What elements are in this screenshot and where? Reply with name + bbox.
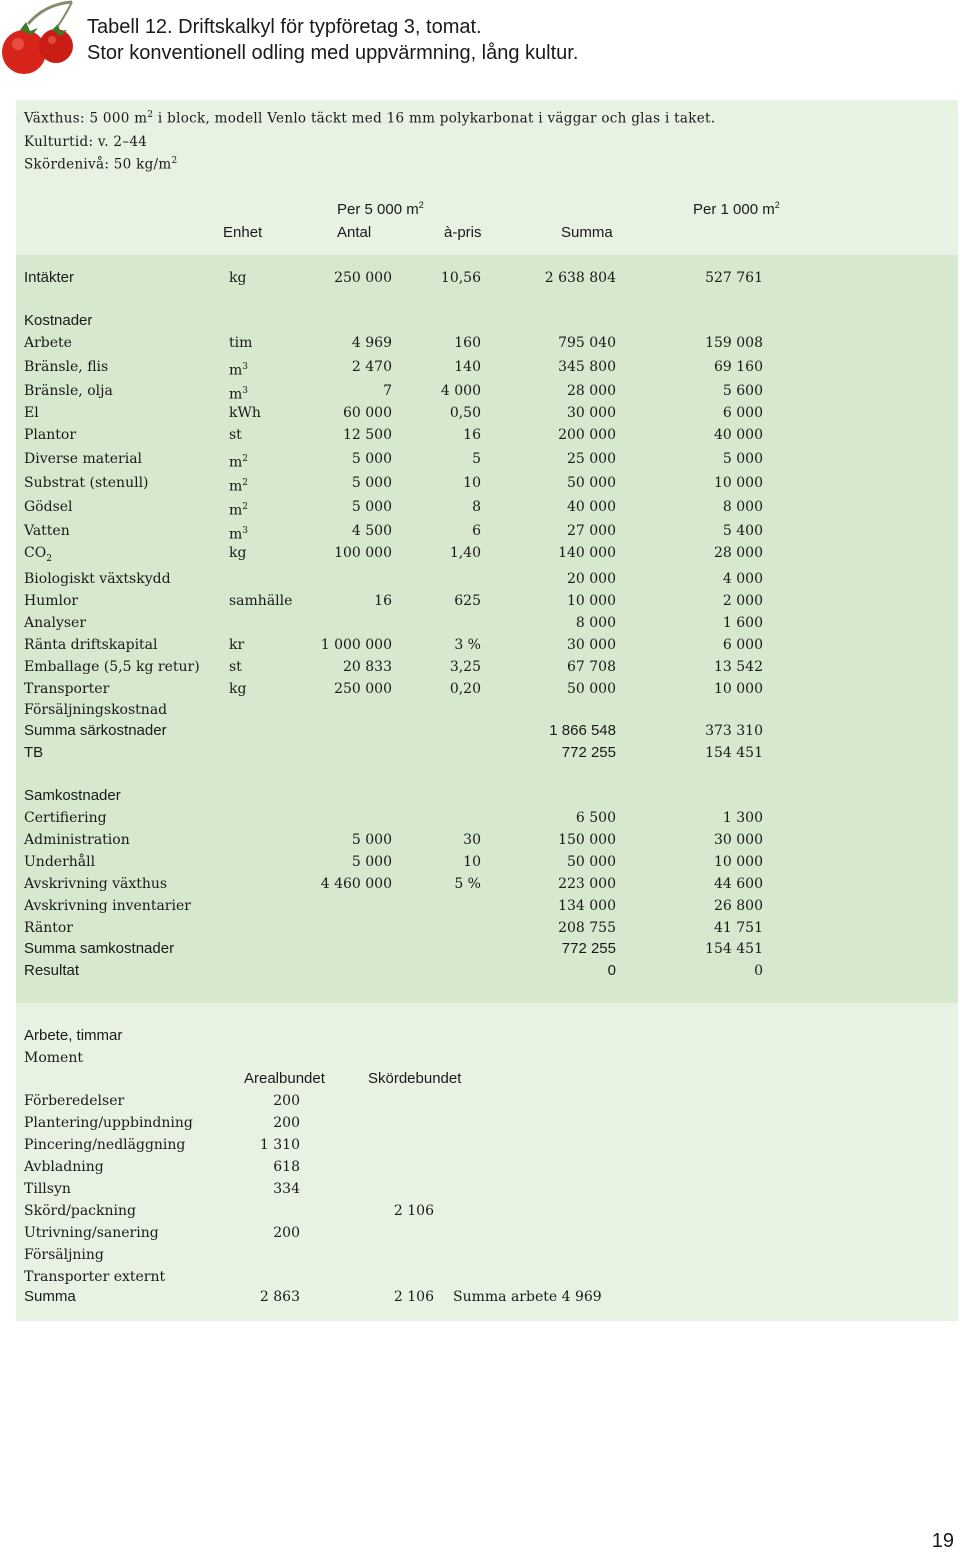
- row-unit: [229, 356, 248, 382]
- row-unit-text: m: [229, 386, 243, 403]
- row-per-1000: 10 000: [714, 475, 763, 491]
- table-row: [16, 699, 958, 721]
- row-summa: 150 000: [558, 832, 616, 848]
- row-apris: 10,56: [440, 270, 481, 286]
- row-per-1000: 1 300: [722, 810, 763, 826]
- row-areal: 334: [273, 1181, 300, 1197]
- row-label: Plantering/uppbindning: [24, 1115, 193, 1131]
- row-label: Certifiering: [24, 810, 107, 826]
- row-apris: 625: [454, 593, 481, 609]
- row-label-text: Diverse material: [24, 451, 143, 467]
- row-summa: 345 800: [558, 359, 616, 375]
- row-label-text: Arbete: [24, 335, 72, 351]
- row-unit: [229, 472, 248, 498]
- row-apris: 160: [454, 335, 481, 351]
- row-label: [24, 678, 109, 700]
- row-apris: 0,20: [449, 681, 481, 697]
- header-per-1000: Per 1 000 $m^2$: [693, 200, 780, 218]
- row-label-text: Gödsel: [24, 499, 73, 515]
- row-summa: 223 000: [558, 876, 616, 892]
- row-antal: 60 000: [343, 405, 392, 421]
- labor-summa-row: [16, 1286, 958, 1308]
- row-per-1000: 10 000: [714, 681, 763, 697]
- table-row-resultat: [16, 960, 958, 982]
- header-enhet: Enhet: [223, 224, 263, 241]
- table-row: [16, 448, 958, 470]
- row-summa: 772 255: [561, 940, 616, 957]
- table-row: [16, 678, 958, 700]
- row-label: [24, 356, 108, 378]
- heading-text: Kostnader: [24, 312, 93, 329]
- row-unit-exponent: 3: [242, 526, 249, 536]
- row-label: [24, 634, 158, 656]
- row-areal: 200: [273, 1225, 300, 1241]
- row-summa: 208 755: [558, 920, 616, 936]
- row-skord: 2 106: [393, 1203, 434, 1219]
- labor-row: [16, 1200, 958, 1222]
- row-label-text: Försäljningskostnad: [24, 702, 168, 718]
- row-label: Intäkter: [24, 269, 75, 286]
- row-summa: 0: [607, 962, 616, 979]
- row-label: Försäljning: [24, 1247, 104, 1263]
- row-label: [24, 472, 149, 494]
- row-per-1000: 154 451: [705, 745, 763, 761]
- table-row: [16, 380, 958, 402]
- row-areal: 200: [273, 1115, 300, 1131]
- row-label: Skörd/packning: [24, 1203, 136, 1219]
- row-summa: 795 040: [558, 335, 616, 351]
- row-label: Tillsyn: [24, 1181, 71, 1197]
- row-antal: 12 500: [343, 427, 392, 443]
- row-summa: 140 000: [558, 545, 616, 561]
- row-per-1000: 154 451: [705, 941, 763, 957]
- heading-text: Samkostnader: [24, 787, 121, 804]
- section-heading-samkostnader: [16, 785, 958, 807]
- row-label: [24, 520, 70, 542]
- row-per-1000: 13 542: [714, 659, 763, 675]
- row-label-text: Substrat (stenull): [24, 475, 149, 491]
- row-per-1000: 0: [754, 963, 763, 979]
- row-label-text: Ränta driftskapital: [24, 637, 158, 653]
- row-label-text: Biologiskt växtskydd: [24, 571, 171, 587]
- row-summa: 6 500: [575, 810, 616, 826]
- row-summa: 30 000: [567, 637, 616, 653]
- row-antal: 5 000: [351, 832, 392, 848]
- row-label: Transporter externt: [24, 1269, 166, 1285]
- row-per-1000: 28 000: [714, 545, 763, 561]
- table-title: [87, 14, 578, 66]
- row-per-1000: 527 761: [705, 270, 763, 286]
- table-row: [16, 829, 958, 851]
- row-summa: 1 866 548: [549, 722, 616, 739]
- row-label-text: Transporter: [24, 681, 110, 697]
- table-row: [16, 873, 958, 895]
- row-label: [24, 402, 39, 424]
- row-per-1000: 4 000: [722, 571, 763, 587]
- row-skord: 2 106: [393, 1289, 434, 1305]
- row-apris: 0,50: [449, 405, 481, 421]
- row-per-1000: 1 600: [722, 615, 763, 631]
- labor-column-headers: [16, 1068, 958, 1090]
- row-apris: 8: [472, 499, 481, 515]
- intro-harvest-level: Skördenivå: 50 $kg/m^2$: [24, 156, 178, 173]
- row-label: [24, 656, 200, 678]
- row-unit: [229, 332, 252, 354]
- row-unit-exponent: 2: [242, 478, 249, 488]
- labor-row: [16, 1090, 958, 1112]
- row-label: Räntor: [24, 920, 73, 936]
- row-summa: 134 000: [558, 898, 616, 914]
- row-areal: 200: [273, 1093, 300, 1109]
- row-antal: 250 000: [334, 681, 392, 697]
- table-row-tb: [16, 742, 958, 764]
- table-row: [16, 520, 958, 542]
- row-label: Summa särkostnader: [24, 722, 167, 739]
- row-antal: 5 000: [351, 499, 392, 515]
- row-label: [24, 332, 72, 354]
- row-label: Administration: [24, 832, 130, 848]
- row-label: [24, 542, 52, 570]
- row-areal: 1 310: [259, 1137, 300, 1153]
- page-number: 19: [931, 1530, 954, 1552]
- row-unit: [229, 448, 248, 474]
- row-unit-text: m: [229, 526, 243, 543]
- row-apris: 6: [472, 523, 481, 539]
- table-row-summa-samkostnader: [16, 938, 958, 960]
- row-summa: 50 000: [567, 854, 616, 870]
- row-unit-text: m: [229, 454, 243, 471]
- row-antal: 20 833: [343, 659, 392, 675]
- row-per-1000: 373 310: [705, 723, 763, 739]
- table-row: [16, 917, 958, 939]
- row-antal: 5 000: [351, 451, 392, 467]
- row-summa: 2 638 804: [544, 270, 616, 286]
- row-label-text: Vatten: [24, 523, 70, 539]
- row-unit: [229, 678, 246, 700]
- labor-moment: [16, 1047, 958, 1069]
- row-summa: 30 000: [567, 405, 616, 421]
- row-unit-text: kg: [229, 545, 247, 561]
- row-apris: 1,40: [449, 545, 481, 561]
- row-summa: 28 000: [567, 383, 616, 399]
- row-unit-text: samhälle: [229, 593, 293, 609]
- row-unit-text: kr: [229, 637, 245, 653]
- row-areal: 2 863: [259, 1289, 300, 1305]
- header-summa: Summa: [561, 224, 613, 241]
- table-row: [16, 807, 958, 829]
- row-label-text: Bränsle, olja: [24, 383, 113, 399]
- row-per-1000: 5 000: [722, 451, 763, 467]
- labor-heading-text: Arbete, timmar: [24, 1027, 123, 1044]
- table-row: [16, 356, 958, 378]
- table-row: [16, 634, 958, 656]
- row-label: Pincering/nedläggning: [24, 1137, 186, 1153]
- row-apris: 30: [463, 832, 481, 848]
- row-antal: 7: [383, 383, 392, 399]
- row-label: [24, 699, 167, 721]
- row-apris: 4 000: [440, 383, 481, 399]
- row-per-1000: 5 600: [722, 383, 763, 399]
- row-unit-text: st: [229, 427, 242, 443]
- row-label-text: Plantor: [24, 427, 77, 443]
- header-antal: Antal: [337, 224, 372, 241]
- row-label-text: CO: [24, 545, 47, 561]
- row-label: Avskrivning inventarier: [24, 898, 191, 914]
- row-label: [24, 612, 86, 634]
- row-summa: 25 000: [567, 451, 616, 467]
- row-antal: 250 000: [334, 270, 392, 286]
- row-antal: 4 500: [351, 523, 392, 539]
- header-per-5000: Per 5 000 $m^2$: [337, 200, 424, 218]
- row-label: [24, 380, 113, 402]
- row-unit-exponent: 3: [242, 362, 249, 372]
- row-label: [24, 568, 171, 590]
- labor-row: [16, 1156, 958, 1178]
- row-label-text: Bränsle, flis: [24, 359, 109, 375]
- row-apris: 3,25: [449, 659, 481, 675]
- row-apris: 10: [463, 854, 481, 870]
- header-skordebundet: Skördebundet: [368, 1070, 462, 1087]
- row-antal: 1 000 000: [320, 637, 392, 653]
- row-label-text: El: [24, 405, 39, 421]
- row-per-1000: 10 000: [714, 854, 763, 870]
- row-per-1000: 30 000: [714, 832, 763, 848]
- row-unit-text: m: [229, 502, 243, 519]
- row-apris: 3 %: [454, 637, 481, 653]
- table-row: [16, 424, 958, 446]
- row-antal: 5 000: [351, 854, 392, 870]
- row-summa: 20 000: [567, 571, 616, 587]
- row-summa: 50 000: [567, 475, 616, 491]
- row-unit: [229, 590, 292, 612]
- table-row: [16, 656, 958, 678]
- row-label: Summa samkostnader: [24, 940, 175, 957]
- row-per-1000: 44 600: [714, 876, 763, 892]
- row-per-1000: 8 000: [722, 499, 763, 515]
- row-label: Förberedelser: [24, 1093, 125, 1109]
- moment-label: Moment: [24, 1050, 83, 1066]
- row-unit: kg: [229, 270, 247, 286]
- row-label-text: Emballage (5,5 kg retur): [24, 659, 200, 675]
- table-row: [16, 851, 958, 873]
- row-apris: 5: [472, 451, 481, 467]
- row-antal: 100 000: [334, 545, 392, 561]
- row-unit: [229, 496, 248, 522]
- row-label: Resultat: [24, 962, 80, 979]
- row-summa: 27 000: [567, 523, 616, 539]
- row-label: Avbladning: [24, 1159, 104, 1175]
- table-row: [16, 568, 958, 590]
- row-areal: 618: [273, 1159, 300, 1175]
- table-row: [16, 332, 958, 354]
- table-row: [16, 590, 958, 612]
- section-heading-kostnader: [16, 310, 958, 332]
- row-per-1000: 41 751: [714, 920, 763, 936]
- labor-row: [16, 1244, 958, 1266]
- row-label: TB: [24, 744, 44, 761]
- row-antal: 16: [374, 593, 392, 609]
- row-unit-text: kg: [229, 681, 247, 697]
- row-unit: [229, 424, 242, 446]
- table-row: [16, 472, 958, 494]
- summa-arbete-total: Summa arbete 4 969: [453, 1289, 602, 1305]
- table-row-intakter: [16, 267, 958, 289]
- row-unit-text: tim: [229, 335, 253, 351]
- labor-row: [16, 1266, 958, 1288]
- table-row: [16, 542, 958, 564]
- row-label: Avskrivning växthus: [24, 876, 168, 892]
- row-antal: 4 460 000: [320, 876, 392, 892]
- intro-panel: [16, 100, 958, 255]
- row-antal: 4 969: [351, 335, 392, 351]
- row-unit-exponent: 2: [242, 502, 249, 512]
- labor-row: [16, 1134, 958, 1156]
- row-label: [24, 424, 76, 446]
- row-unit-text: m: [229, 478, 243, 495]
- row-unit: [229, 402, 261, 424]
- row-summa: 772 255: [561, 744, 616, 761]
- row-per-1000: 6 000: [722, 405, 763, 421]
- row-unit-exponent: 3: [242, 386, 249, 396]
- row-label: Utrivning/sanering: [24, 1225, 159, 1241]
- row-summa: 40 000: [567, 499, 616, 515]
- table-row-summa-sarkostnader: [16, 720, 958, 742]
- tomato-illustration: [0, 0, 90, 82]
- row-per-1000: 159 008: [705, 335, 763, 351]
- row-per-1000: 6 000: [722, 637, 763, 653]
- row-unit-text: m: [229, 362, 243, 379]
- row-unit-exponent: 2: [242, 454, 249, 464]
- row-summa: 50 000: [567, 681, 616, 697]
- row-apris: 140: [454, 359, 481, 375]
- row-label: Underhåll: [24, 854, 96, 870]
- row-apris: 16: [463, 427, 481, 443]
- labor-row: [16, 1178, 958, 1200]
- row-summa: 67 708: [567, 659, 616, 675]
- row-apris: 10: [463, 475, 481, 491]
- table-row: [16, 402, 958, 424]
- row-per-1000: 2 000: [722, 593, 763, 609]
- row-unit-text: kWh: [229, 405, 261, 421]
- row-label: [24, 590, 78, 612]
- row-label: [24, 448, 142, 470]
- row-unit: [229, 634, 244, 656]
- row-per-1000: 5 400: [722, 523, 763, 539]
- row-summa: 10 000: [567, 593, 616, 609]
- row-label-text: Analyser: [24, 615, 87, 631]
- header-arealbundet: Arealbundet: [244, 1070, 325, 1087]
- row-antal: 2 470: [351, 359, 392, 375]
- row-per-1000: 69 160: [714, 359, 763, 375]
- title-line-2: Stor konventionell odling med uppvärmning, lång kultur.: [87, 42, 579, 64]
- table-row: [16, 496, 958, 518]
- row-label-subscript: 2: [46, 553, 52, 564]
- labor-hours-panel: [16, 1003, 958, 1321]
- labor-row: [16, 1112, 958, 1134]
- row-per-1000: 26 800: [714, 898, 763, 914]
- row-label-text: Humlor: [24, 593, 79, 609]
- intro-culture-time: Kulturtid: v. 2–44: [24, 134, 148, 150]
- row-antal: 5 000: [351, 475, 392, 491]
- labor-heading: [16, 1025, 958, 1047]
- table-row: [16, 895, 958, 917]
- row-summa: 200 000: [558, 427, 616, 443]
- row-unit: [229, 542, 246, 564]
- row-apris: 5 %: [454, 876, 481, 892]
- row-unit-text: st: [229, 659, 242, 675]
- title-line-1: Tabell 12. Driftskalkyl för typföretag 3, tomat.: [87, 16, 482, 38]
- intro-greenhouse: Växthus: 5 000 $m^2$ i block, modell Venlo täckt med 16 mm polykarbonat i väggar och glas i taket.: [24, 110, 716, 127]
- cost-table: [16, 255, 958, 1003]
- row-label: Summa: [24, 1288, 76, 1305]
- row-summa: 8 000: [575, 615, 616, 631]
- labor-row: [16, 1222, 958, 1244]
- header-apris: à-pris: [444, 224, 482, 241]
- row-label: [24, 496, 73, 518]
- row-per-1000: 40 000: [714, 427, 763, 443]
- row-unit: [229, 656, 242, 678]
- table-row: [16, 612, 958, 634]
